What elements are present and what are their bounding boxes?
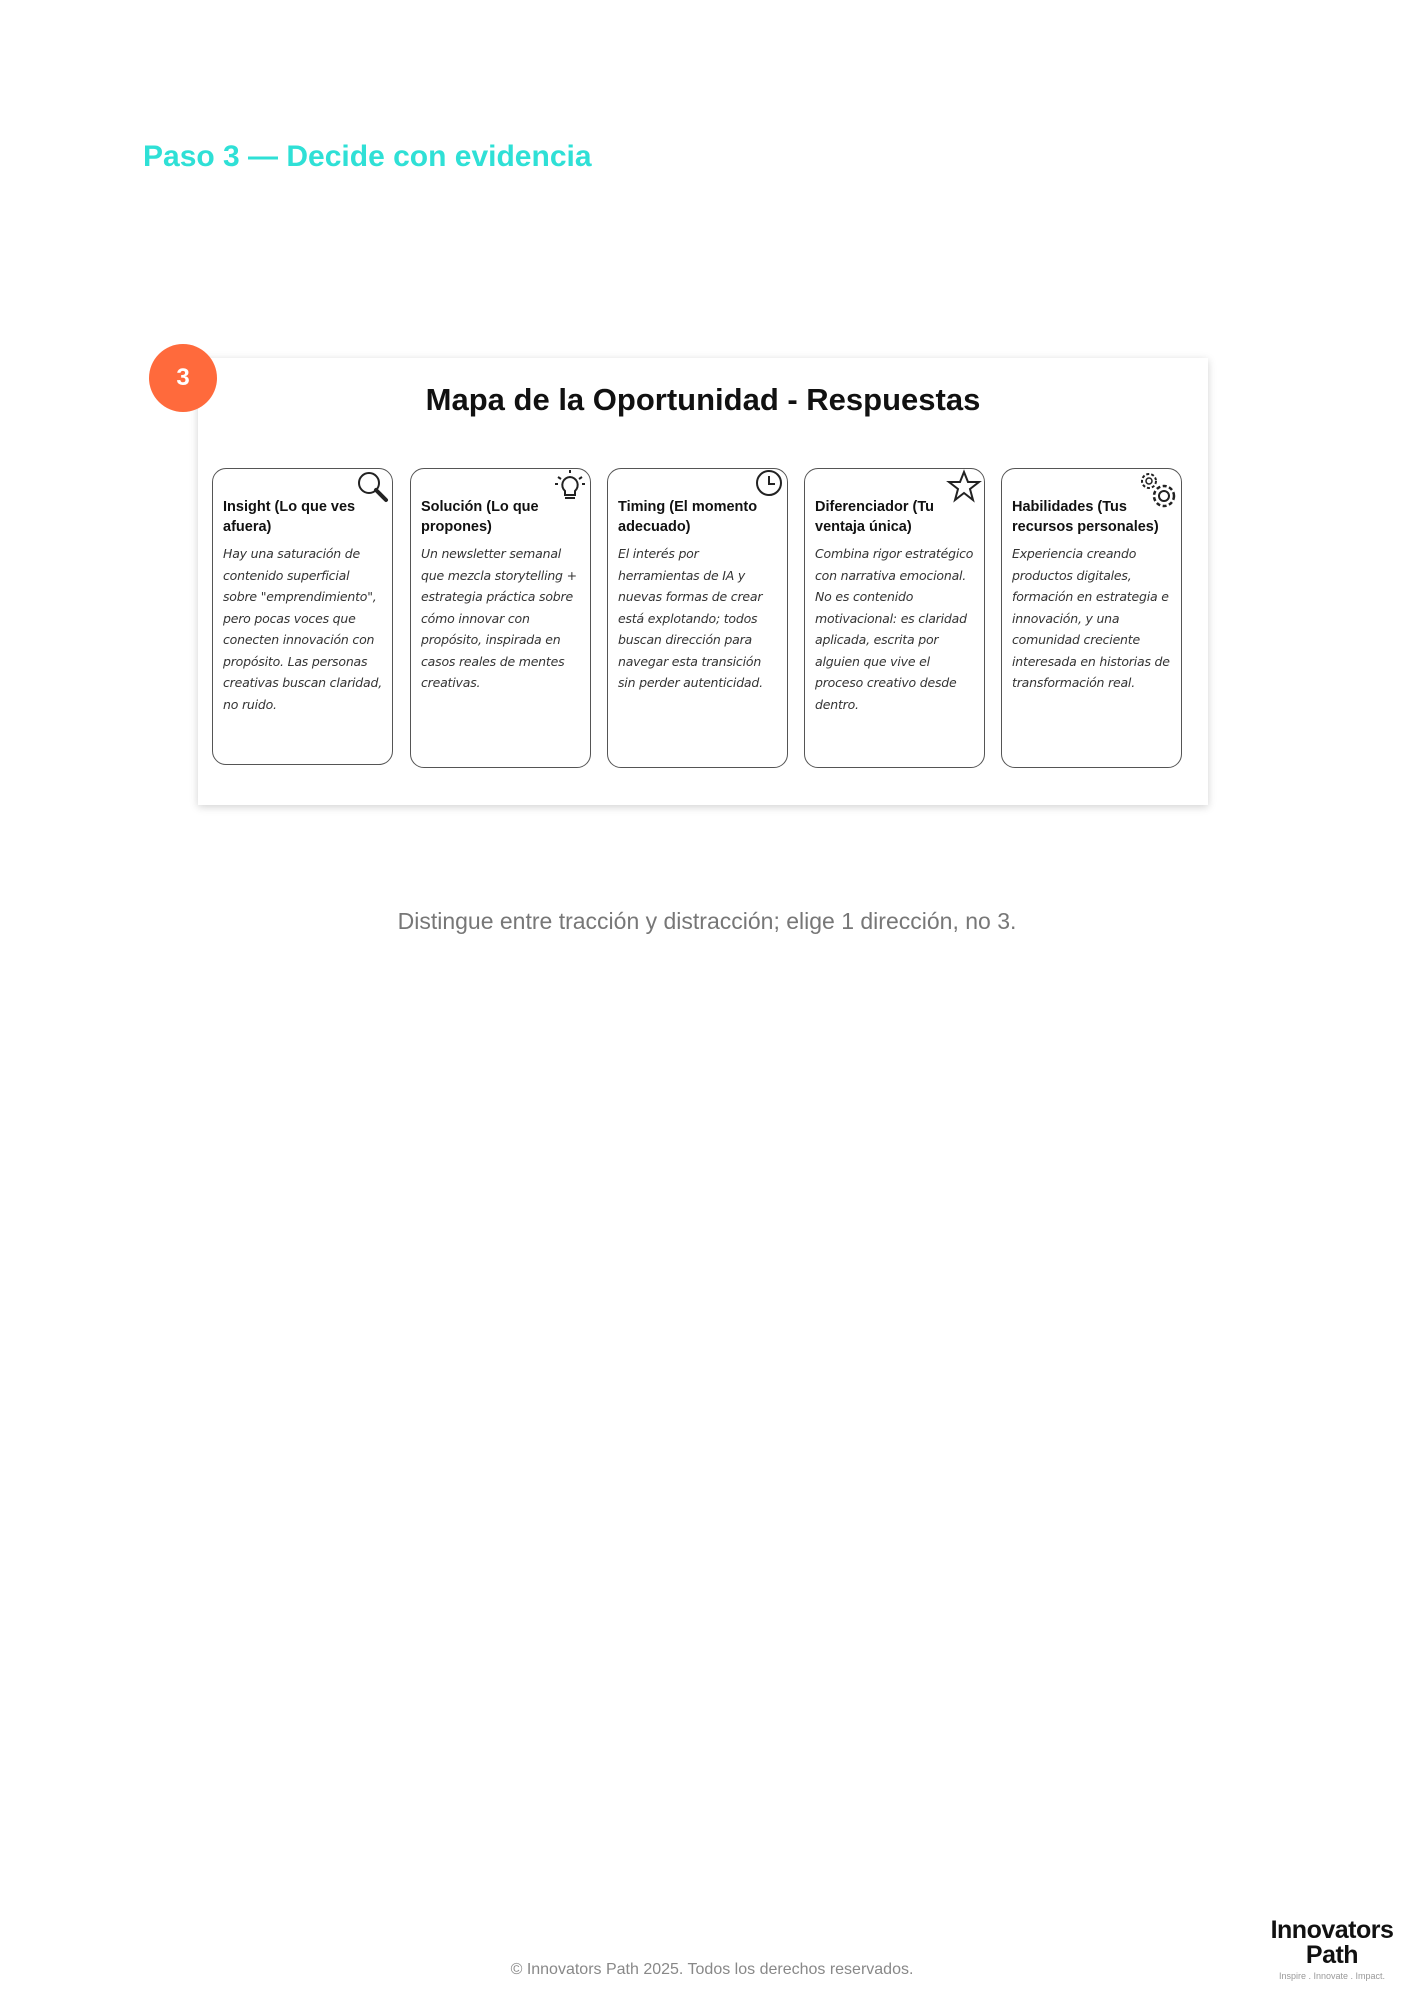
card-timing <box>607 468 788 768</box>
card-title: Insight (Lo que ves afuera) <box>223 499 356 535</box>
step-badge: 3 <box>149 344 217 412</box>
card-title: Timing (El momento adecuado) <box>618 499 758 535</box>
card-body: Hay una saturación de contenido superficial sobre "emprendimiento", pero pocas voces que conecten innovación con propósito. Las personas creativas buscan claridad, no ruido. <box>223 546 382 712</box>
card-body: El interés por herramientas de IA y nuevas formas de crear está explotando; todos buscan dirección para navegar esta transición sin perder autenticidad. <box>618 546 763 690</box>
card-solucion <box>410 468 591 768</box>
opportunity-map-image <box>198 358 1208 805</box>
logo-tagline: Inspire . Innovate . Impact. <box>1278 1971 1386 1981</box>
card-body: Combina rigor estratégico con narrativa emocional. No es contenido motivacional: es claridad aplicada, escrita por alguien que vive el proceso creativo desde dentro. <box>815 546 974 712</box>
card-title: Habilidades (Tus recursos personales) <box>1012 499 1159 535</box>
gears-icon <box>1135 469 1179 513</box>
panel-title: Mapa de la Oportunidad - Respuestas <box>425 382 981 417</box>
card-diferenciador <box>804 468 985 768</box>
card-body: Un newsletter semanal que mezcla storytelling + estrategia práctica sobre cómo innovar con propósito, inspirada en casos reales de mentes creativas. <box>421 546 577 690</box>
footer-copyright: © Innovators Path 2025. Todos los derechos reservados. <box>510 1961 914 1978</box>
card-body: Experiencia creando productos digitales, formación en estrategia e innovación, y una comunidad creciente interesada en historias de transformación real. <box>1012 546 1170 690</box>
card-insight <box>212 468 393 765</box>
magnifier-icon <box>354 469 390 505</box>
card-habilidades <box>1001 468 1182 768</box>
card-title: Diferenciador (Tu ventaja única) <box>815 499 934 535</box>
lightbulb-icon <box>552 469 588 505</box>
card-title: Solución (Lo que propones) <box>421 499 539 535</box>
section-heading: Paso 3 — Decide con evidencia <box>143 140 592 173</box>
logo-line1: Innovators <box>1270 1916 1394 1944</box>
star-icon <box>946 469 982 505</box>
brand-logo <box>1262 1918 1402 1981</box>
caption: Distingue entre tracción y distracción; elige 1 dirección, no 3. <box>397 908 1017 934</box>
logo-line2: Path <box>1305 1941 1359 1969</box>
clock-icon <box>749 469 785 505</box>
